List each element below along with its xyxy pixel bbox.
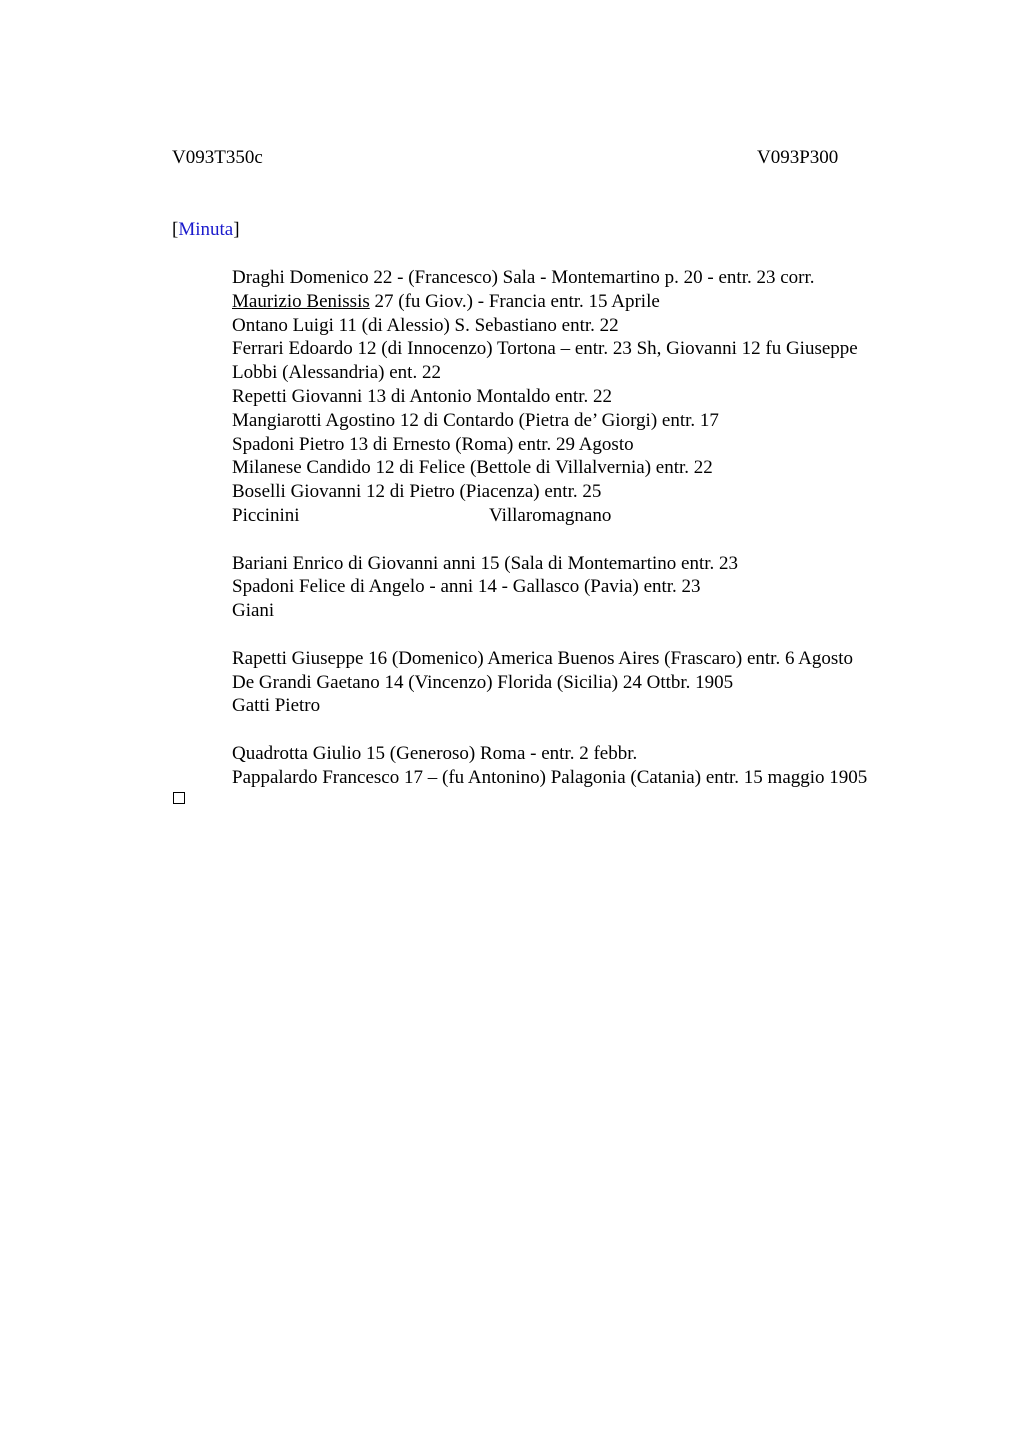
list-item: [232, 504, 992, 528]
document-code-left: V093T350c: [172, 147, 263, 168]
list-item: Ontano Luigi 11 (di Alessio) S. Sebastiano entr. 22: [232, 314, 619, 336]
list-item: Milanese Candido 12 di Felice (Bettole di Villalvernia) entr. 22: [232, 457, 713, 479]
list-item: Rapetti Giuseppe 16 (Domenico) America Buenos Aires (Frascaro) entr. 6 Agosto: [232, 647, 854, 669]
bracket-close: ]: [233, 219, 240, 240]
square-marker-icon: [173, 792, 185, 804]
entry-text: 27 (fu Giov.) - Francia entr. 15 Aprile: [369, 290, 660, 312]
list-item: Draghi Domenico 22 - (Francesco) Sala - Montemartino p. 20 - entr. 23 corr.: [232, 267, 815, 288]
list-item: Pappalardo Francesco 17 – (fu Antonino) Palagonia (Catania) entr. 15 maggio 1905: [232, 766, 868, 788]
bracket-open: [: [172, 219, 179, 240]
entry-name: Piccinini: [232, 504, 300, 526]
document-code-right: V093P300: [757, 147, 839, 168]
blank-line: [232, 528, 992, 552]
list-item: De Grandi Gaetano 14 (Vincenzo) Florida (Sicilia) 24 Ottbr. 1905: [232, 671, 734, 693]
minuta-heading: [172, 218, 240, 242]
list-item: Gatti Pietro: [232, 695, 321, 717]
list-item: Spadoni Pietro 13 di Ernesto (Roma) entr. 29 Agosto: [232, 433, 634, 455]
list-item: Repetti Giovanni 13 di Antonio Montaldo entr. 22: [232, 385, 612, 407]
list-item: Boselli Giovanni 12 di Pietro (Piacenza) entr. 25: [232, 481, 602, 503]
list-item: Ferrari Edoardo 12 (di Innocenzo) Tortona – entr. 23 Sh, Giovanni 12 fu Giuseppe: [232, 338, 858, 360]
list-item: Lobbi (Alessandria) ent. 22: [232, 362, 441, 384]
list-item: Giani: [232, 600, 275, 622]
list-item: Mangiarotti Agostino 12 di Contardo (Pietra de’ Giorgi) entr. 17: [232, 409, 719, 431]
entry-place: Villaromagnano: [489, 504, 612, 526]
blank-line: [232, 623, 992, 647]
list-item: Spadoni Felice di Angelo - anni 14 - Gallasco (Pavia) entr. 23: [232, 576, 701, 598]
list-item: Bariani Enrico di Giovanni anni 15 (Sala di Montemartino entr. 23: [232, 552, 739, 574]
minuta-link[interactable]: Minuta: [178, 219, 234, 240]
list-item: Quadrotta Giulio 15 (Generoso) Roma - entr. 2 febbr.: [232, 742, 638, 764]
blank-line: [232, 718, 992, 742]
entries-list: [232, 266, 992, 790]
underlined-name: Maurizio Benissis: [232, 290, 370, 312]
list-item: [232, 290, 992, 314]
